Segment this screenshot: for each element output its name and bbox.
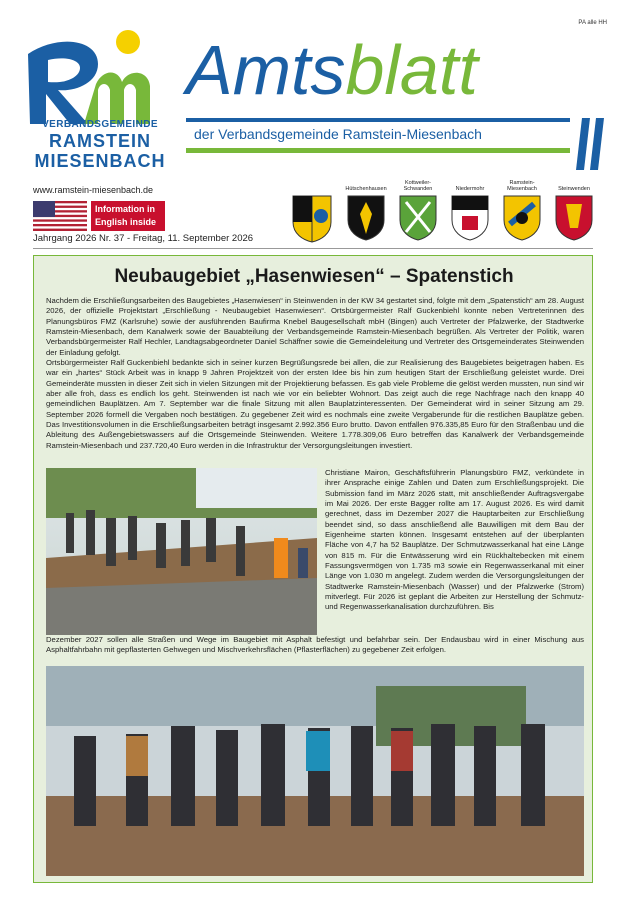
pa-tag: PA alle HH xyxy=(578,20,607,26)
logo-org-name xyxy=(30,120,170,170)
masthead-bar xyxy=(186,118,570,148)
article-paragraph: Ortsbürgermeister Ralf Guckenbiehl bedankte sich in seiner kurzen Begrüßungsrede bei allen, die zur Realisierung des Baugebietes beigetragen haben. Es war ein „hartes“ Stück Arbeit was in knapp 9 Jahren Projektzeit von der ersten Idee bis hin zum heutigen Start der Erschließung geleistet wurde. Drei Gemeinderäte mussten in dieser Zeit sich in vielen Sitzungen mit der Projektierung befassen. Es gab viele Probleme die gelöst werden mussten, nun sind wir aber alle froh, dass es endlich los geht. Steinwenden ist nach wie vor ein beliebter Wohnort. Das zeigt auch die rege Nachfrage nach den knapp 40 gemeindlichen Bauplätzen. Am 7. September war die finale Sitzung mit allen Bauplatzinteressenten. Der Gemeinderat wird in seiner Sitzung am 29. September 2026 formell die Vergaben noch bestätigen. Zu gegebener Zeit wird es nochmals eine zweite Vergaberunde für die restlichen Bauplätze geben. Das Investitionsvolumen in die Erschließungsarbeiten beträgt insgesamt 2.992.356 Euro brutto. Davon entfallen 976.335,85 Euro für den Straßenbau und die Ableitung des Außengebietswassers auf die Ortsgemeinde Steinwenden. Weitere 1.778.309,06 Euro betreffen das Kanalwerk der Verbandsgemeinde Ramstein-Miesenbach und 237.720,40 Euro werden in die Infrastruktur der Versorgungsleitungen investiert. xyxy=(46,358,584,450)
masthead-title-main: Amts xyxy=(186,31,346,109)
photo-groundbreaking xyxy=(46,666,584,876)
english-info-badge[interactable] xyxy=(33,201,165,231)
slash-decoration-icon xyxy=(570,118,610,178)
crest-name: Niedermohr xyxy=(455,186,485,192)
issue-line: Jahrgang 2026 Nr. 37 - Freitag, 11. September 2026 xyxy=(33,233,593,249)
article-headline: Neubaugebiet „Hasenwiesen“ – Spatenstich xyxy=(114,266,514,287)
website-url[interactable]: www.ramstein-miesenbach.de xyxy=(33,185,154,195)
masthead-title xyxy=(186,31,478,109)
us-flag-icon xyxy=(33,201,87,231)
logo-org-line2: RAMSTEIN xyxy=(49,131,151,151)
logo-org-line1: VERBANDSGEMEINDE xyxy=(42,119,158,130)
article-paragraph: Nachdem die Erschließungsarbeiten des Baugebietes „Hasenwiesen“ in Steinwenden in der KW 34 gestartet sind, folgte mit dem „Spatenstich“ am 28. August 2026, der offizielle Projektstart „Erschließung - Neubaugebiet Hasenwiesen“. Ortsbürgermeister Ralf Guckenbiehl konnte neben Vertreterinnen des Planungsbüros FMZ (Karlsruhe) sowie der ausführenden Baufirma Knebel Baugesellschaft mbH (Bingen) auch Vertreter der Pfalzwerke, der Stadtwerke Ramstein-Miesenbach, dem Kanalwerk sowie der Bauabteilung der Verbandsgemeinde Ramstein-Miesenbach begrüßen. Als Vertreter der Politik, waren Verbandsbürgermeister Ralf Hechler, Landtagsabgeordneter Daniel Schäffner sowie die Gemeindeleitung und Vertreter des Ortsgemeinderates Steinwenden der Einladung gefolgt. xyxy=(46,296,584,357)
crest-name: Ramstein-Miesenbach xyxy=(507,180,537,192)
crest-name: Hütschenhausen xyxy=(345,186,387,192)
crest-name xyxy=(288,178,336,192)
article-intro xyxy=(46,296,584,451)
english-info-text: Information in English inside xyxy=(91,201,165,231)
masthead-subtitle: der Verbandsgemeinde Ramstein-Miesenbach xyxy=(194,126,482,142)
masthead-green-line xyxy=(186,148,570,153)
photo-gathering xyxy=(46,468,317,635)
article-box xyxy=(33,255,593,883)
crest-name: Steinwenden xyxy=(558,186,590,192)
crest-name: Kottweiler-Schwanden xyxy=(403,180,433,192)
masthead-title-suffix: blatt xyxy=(345,31,478,109)
article-paragraph: Dezember 2027 sollen alle Straßen und Wege im Baugebiet mit Asphalt befestigt und befahrbar sein. Der Endausbau wird in einer Mischung aus Asphaltfahrbahn mit gepflasterten Gehwegen und Mischverkehrsflächen (Pflasterflächen) zu gegebener Zeit erfolgen. xyxy=(46,635,584,655)
article-column-text: Christiane Mairon, Geschäftsführerin Planungsbüro FMZ, verkündete in ihrer Ansprache einige Zahlen und Daten zum Erschließungsprojekt. Die Submission fand im März 2026 statt, mit anschließender Auftragsvergabe im Mai 2026. Der erste Bagger rollte am 17. August 2026. Es wird damit gerechnet, dass im Dezember 2027 die Hauptarbeiten zur Erschließung beendet sind, so dass anschließend alle Bauwilligen mit dem Bau der Eigenheime starten können. Insgesamt entstehen auf der überplanten Fläche von 4,7 ha 52 Bauplätze. Der Schmutzwasserkanal hat eine Länge von 815 m. Für die Entwässerung wird ein Rückhaltebecken mit einem Fassungsvermögen von 1.735 m3 sowie ein Regenwasserkanal mit einer Länge von 1.030 m angelegt. Zudem werden die Versorgungsleitungen der Stadtwerke Ramstein-Miesenbach (Wasser) und der Pfalzwerke (Strom) mitverlegt. Für 2026 ist geplant die Arbeiten zur Herstellung der Schmutz- und Regenwasserkanalisation durchzuführen. Bis xyxy=(325,468,584,612)
logo-org-line3: MIESENBACH xyxy=(34,151,166,171)
